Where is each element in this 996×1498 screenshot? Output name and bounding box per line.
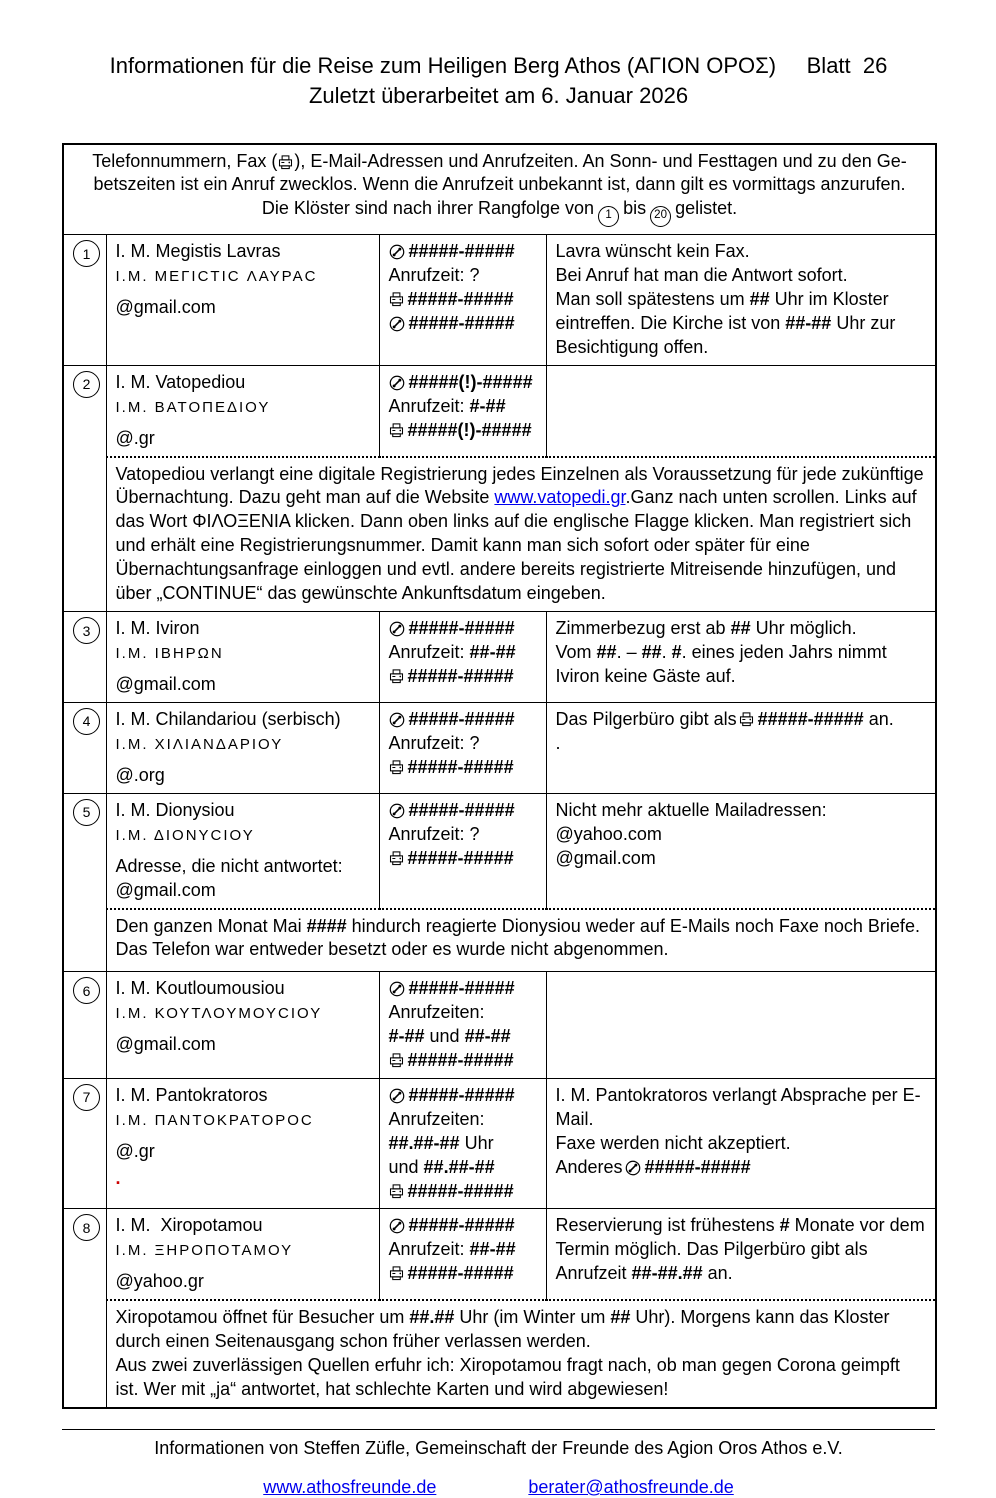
phone-icon — [389, 712, 405, 728]
fax-number: #####-##### — [407, 1049, 514, 1070]
monastery-name-greek: Ι.Μ. ΧΙΛΙΑΝΔΑΡΙΟΥ — [115, 735, 284, 753]
fax-number: #####(!)-##### — [407, 419, 532, 440]
fax-number-line — [389, 1262, 537, 1286]
phone-number: #####-##### — [408, 312, 515, 333]
phone-number: #####-##### — [408, 1215, 515, 1236]
email-note: Adresse, die nicht antwortet: — [115, 855, 343, 876]
table-row-note — [63, 457, 936, 612]
fax-icon — [389, 1266, 404, 1281]
athosfreunde-website-link[interactable]: www.athosfreunde.de — [263, 1477, 437, 1497]
info-line: Bei Anruf hat man die Antwort sofort. — [555, 264, 848, 285]
monastery-name-greek: Ι.Μ. ΞΗΡΟΠΟΤΑΜΟΥ — [115, 1242, 294, 1260]
phone-number: #####(!)-##### — [408, 371, 533, 392]
monastery-cell — [106, 793, 379, 908]
table-header-line3 — [73, 197, 926, 226]
info-cell — [546, 612, 936, 703]
fax-number-line — [389, 288, 537, 312]
call-time: Anrufzeit: ##-## — [388, 642, 516, 663]
monastery-cell — [106, 235, 379, 366]
header-text: Telefonnummern, Fax ( — [92, 150, 278, 171]
monastery-name-greek: Ι.Μ. ΠΑΝΤΟΚΡΑΤΟΡΟC — [115, 1111, 314, 1129]
info-line: Vom ##. – ##. #. eines jeden Jahrs nimmt Iviron keine Gäste auf. — [555, 642, 887, 686]
phone-number-line — [389, 799, 537, 823]
note-text: Aus zwei zuverlässigen Quellen erfuhr ich: Xiropotamou fragt nach, ob man gegen Corona geimpft ist. Wer mit „ja“ antwortet, hat schlechte Karten und wird abgewiesen! — [115, 1355, 900, 1400]
rank-badge-20: 20 — [650, 206, 671, 227]
info-line — [556, 1156, 927, 1180]
phone-number-line — [389, 617, 537, 641]
fax-number: #####-##### — [407, 756, 514, 777]
call-time: Anrufzeit: ##-## — [388, 1239, 516, 1260]
call-time-label: Anrufzeiten: — [388, 1001, 485, 1022]
monastery-contact-table — [62, 143, 937, 1410]
monastery-email: @gmail.com — [115, 879, 216, 900]
table-row — [63, 1078, 936, 1209]
rank-badge: 3 — [73, 617, 100, 644]
phone-icon — [389, 621, 405, 637]
phone-number-line — [389, 977, 537, 1001]
monastery-name-greek: Ι.Μ. ΚΟΥΤΛΟΥΜΟΥCΙΟΥ — [115, 1004, 323, 1022]
phone-number: #####-##### — [408, 618, 515, 639]
info-line: Faxe werden nicht akzeptiert. — [555, 1132, 791, 1153]
fax-number: #####-##### — [407, 1180, 514, 1201]
fax-icon — [278, 155, 293, 170]
fax-number-line — [389, 1180, 537, 1204]
phone-icon — [389, 244, 405, 260]
info-cell — [546, 235, 936, 366]
monastery-name: I. M. Xiropotamou — [115, 1215, 263, 1236]
fax-icon — [389, 423, 404, 438]
fax-number-line — [389, 1049, 537, 1073]
phone-number: #####-##### — [408, 978, 515, 998]
note-text: Xiropotamou öffnet für Besucher um ##.## Uhr (im Winter um ## Uhr). Morgens kann das Kloster durch einen Seitenausgang schon früher verlassen werden. — [115, 1307, 890, 1352]
table-header-line1 — [73, 150, 926, 174]
header-text: gelistet. — [675, 198, 738, 219]
monastery-name: I. M. Koutloumousiou — [115, 978, 285, 998]
footer-links — [62, 1477, 935, 1498]
phone-icon — [389, 981, 405, 997]
footer-credit: Informationen von Steffen Züfle, Gemeinschaft der Freunde des Agion Oros Athos e.V. — [154, 1438, 843, 1458]
table-row — [63, 972, 936, 1079]
note-cell — [106, 1300, 936, 1408]
phone-number-line — [389, 312, 537, 336]
table-row-note — [63, 1300, 936, 1408]
contact-cell — [379, 793, 546, 908]
monastery-name: I. M. Chilandariou (serbisch) — [115, 708, 341, 729]
monastery-email: @gmail.com — [115, 296, 216, 317]
monastery-cell — [106, 612, 379, 703]
contact-cell — [379, 1209, 546, 1300]
monastery-cell — [106, 1209, 379, 1300]
fax-number: #####-##### — [407, 666, 514, 686]
info-line — [556, 708, 927, 732]
rank-cell — [63, 235, 106, 366]
table-row — [63, 235, 936, 366]
athosfreunde-email-link[interactable]: berater@athosfreunde.de — [528, 1477, 734, 1497]
info-line: Man soll spätestens um ## Uhr im Kloster eintreffen. Die Kirche ist von ##-## Uhr zur Besichtigung offen. — [555, 288, 896, 357]
info-line: Reservierung ist frühestens # Monate vor dem Termin möglich. Das Pilgerbüro gibt als Anrufzeit ##-##.## an. — [555, 1215, 925, 1284]
rank-badge: 5 — [73, 799, 100, 826]
table-row — [63, 365, 936, 456]
fax-icon — [739, 712, 754, 727]
info-cell — [546, 1078, 936, 1209]
info-line: Zimmerbezug erst ab ## Uhr möglich. — [555, 618, 857, 639]
table-header-cell — [63, 144, 936, 235]
call-times: ##.##-## Uhr — [388, 1132, 494, 1153]
info-cell — [546, 702, 936, 793]
fax-number-line — [389, 847, 537, 871]
table-row — [63, 793, 936, 908]
phone-icon — [389, 1218, 405, 1234]
monastery-name: I. M. Dionysiou — [115, 799, 235, 820]
rank-cell — [63, 793, 106, 971]
monastery-email: @.gr — [115, 427, 155, 448]
phone-number: #####-##### — [644, 1156, 751, 1177]
fax-number: #####-##### — [407, 288, 514, 309]
monastery-email: @gmail.com — [115, 674, 216, 694]
phone-icon — [389, 1088, 405, 1104]
phone-number-line — [389, 371, 537, 395]
monastery-name: I. M. Megistis Lavras — [115, 241, 281, 261]
note-text: .Ganz nach unten scrollen. Links auf das Wort ΦΙΛΟΞΕΝΙΑ klicken. Dann oben links auf die englische Flagge klicken. Man registriert sich und erhält eine Registrierungsnummer. Damit kann man sich sofort oder später für eine Übernachtungsanfrage einloggen und evtl. andere bereits registrierte Mitreisende hinzufügen, und über „CONTINUE“ das gewünschte Ankunftsdatum eingeben. — [115, 487, 917, 604]
info-line: @gmail.com — [555, 847, 656, 868]
monastery-email: @gmail.com — [115, 1033, 216, 1054]
info-text: Das Pilgerbüro gibt als — [555, 708, 737, 729]
contact-cell — [379, 612, 546, 703]
info-line: Lavra wünscht kein Fax. — [555, 241, 750, 261]
table-row-note — [63, 909, 936, 972]
header-text: Die Klöster sind nach ihrer Rangfolge von — [261, 198, 595, 219]
phone-number: #####-##### — [408, 799, 515, 820]
monastery-cell — [106, 702, 379, 793]
info-text: Anderes — [555, 1156, 623, 1177]
monastery-name: I. M. Iviron — [115, 618, 200, 639]
fax-icon — [389, 1053, 404, 1068]
fax-number: #####-##### — [407, 1263, 514, 1284]
fax-icon — [389, 851, 404, 866]
rank-badge: 8 — [73, 1214, 100, 1241]
phone-icon — [389, 316, 405, 332]
fax-number-line — [389, 756, 537, 780]
fax-icon — [389, 669, 404, 684]
phone-icon — [389, 375, 405, 391]
call-time-label: Anrufzeiten: — [388, 1108, 485, 1129]
phone-number-line — [389, 1214, 537, 1238]
phone-number-line — [389, 240, 537, 264]
info-text: #####-##### an. — [757, 708, 894, 729]
rank-cell — [63, 972, 106, 1079]
phone-number: #####-##### — [408, 1084, 515, 1105]
footer-divider — [62, 1429, 935, 1430]
table-header-line2: betszeiten ist ein Anruf zwecklos. Wenn die Anrufzeit unbekannt ist, dann gilt es vormittags anzurufen. — [93, 174, 906, 195]
info-line: Nicht mehr aktuelle Mailadressen: — [555, 799, 827, 820]
fax-number: #####-##### — [407, 847, 514, 868]
rank-badge-1: 1 — [598, 206, 619, 227]
rank-cell — [63, 612, 106, 703]
table-row — [63, 702, 936, 793]
info-cell — [546, 1209, 936, 1300]
note-text: Vatopediou verlangt eine digitale Registrierung jedes Einzelnen als Voraussetzung für jede zukünftige Übernachtung. Dazu geht man auf die Website — [115, 463, 924, 508]
phone-number: #####-##### — [408, 241, 515, 261]
rank-badge: 4 — [73, 708, 100, 735]
info-cell — [546, 793, 936, 908]
fax-icon — [389, 760, 404, 775]
note-cell: Den ganzen Monat Mai #### hindurch reagierte Dionysiou weder auf E-Mails noch Faxe noch Briefe. Das Telefon war entweder besetzt oder es wurde nicht abgenommen. — [106, 909, 936, 972]
page-subtitle: Zuletzt überarbeitet am 6. Januar 2026 — [308, 82, 689, 108]
monastery-name-greek: Ι.Μ. ΙΒΗΡΩΝ — [115, 645, 224, 663]
fax-icon — [389, 292, 404, 307]
call-time: Anrufzeit: ? — [388, 732, 480, 753]
monastery-cell — [106, 365, 379, 456]
info-line: I. M. Pantokratoros verlangt Absprache per E-Mail. — [555, 1084, 921, 1129]
info-line: . — [555, 732, 561, 753]
rank-cell — [63, 1209, 106, 1408]
call-times: #-## und ##-## — [388, 1025, 511, 1046]
info-line: @yahoo.com — [555, 823, 662, 844]
rank-badge: 1 — [73, 240, 100, 267]
vatopedi-link[interactable]: www.vatopedi.gr — [494, 487, 626, 508]
contact-cell — [379, 365, 546, 456]
monastery-cell — [106, 972, 379, 1079]
contact-cell — [379, 235, 546, 366]
rank-badge: 6 — [73, 977, 100, 1004]
contact-cell — [379, 1078, 546, 1209]
call-time: Anrufzeit: ? — [388, 264, 480, 285]
header-text: bis — [623, 198, 647, 219]
info-cell-empty — [546, 365, 936, 456]
table-row — [63, 612, 936, 703]
page-title: Informationen für die Reise zum Heiligen Berg Athos (ΑΓΙΟΝ ΟΡΟΣ) Blatt 26 — [109, 53, 888, 78]
table-row — [63, 1209, 936, 1300]
rank-cell — [63, 702, 106, 793]
monastery-email: @yahoo.gr — [115, 1271, 204, 1292]
monastery-email: @.org — [115, 764, 165, 785]
rank-badge: 7 — [73, 1084, 100, 1111]
phone-number-line — [389, 1084, 537, 1108]
phone-icon — [625, 1160, 641, 1176]
contact-cell — [379, 972, 546, 1079]
rank-badge: 2 — [73, 371, 100, 398]
monastery-name-greek: Ι.Μ. ΔΙΟΝΥCΙΟΥ — [115, 826, 255, 844]
info-cell-empty — [546, 972, 936, 1079]
monastery-name: I. M. Pantokratoros — [115, 1084, 268, 1105]
fax-number-line — [389, 419, 537, 443]
contact-cell — [379, 702, 546, 793]
call-times: und ##.##-## — [388, 1156, 495, 1177]
monastery-name-greek: Ι.Μ. ΒΑΤΟΠΕΔΙΟΥ — [115, 398, 271, 416]
fax-number-line — [389, 665, 537, 689]
page-footer — [62, 1429, 935, 1498]
note-cell — [106, 457, 936, 612]
rank-cell — [63, 1078, 106, 1209]
phone-icon — [389, 803, 405, 819]
fax-icon — [389, 1184, 404, 1199]
monastery-name-greek: Ι.Μ. ΜΕΓΙCΤΙC ΛΑΥΡΑC — [115, 267, 318, 285]
call-time: Anrufzeit: #-## — [388, 395, 506, 416]
rank-cell — [63, 365, 106, 611]
red-dot-mark: . — [115, 1167, 121, 1188]
monastery-name: I. M. Vatopediou — [115, 371, 246, 392]
monastery-email: @.gr — [115, 1140, 155, 1161]
phone-number: #####-##### — [408, 708, 515, 729]
monastery-cell — [106, 1078, 379, 1209]
phone-number-line — [389, 708, 537, 732]
call-time: Anrufzeit: ? — [388, 823, 480, 844]
header-text: ), E-Mail-Adressen und Anrufzeiten. An Sonn- und Festtagen und zu den Ge- — [294, 150, 907, 171]
